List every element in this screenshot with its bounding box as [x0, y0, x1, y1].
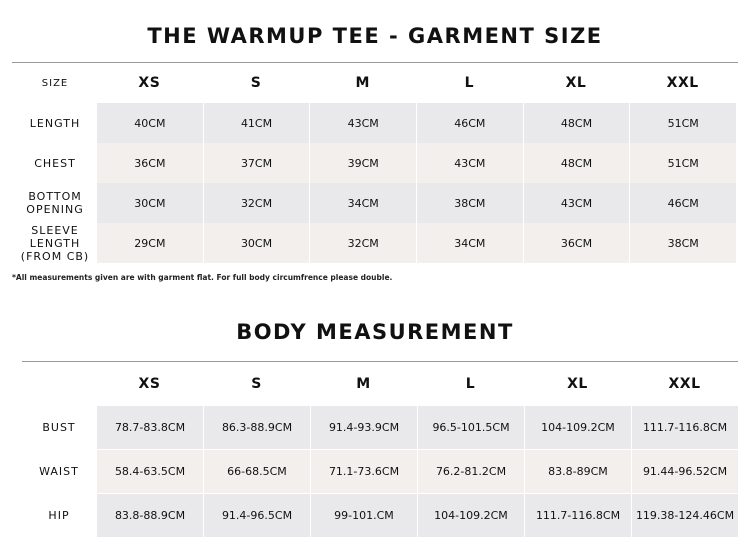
table-cell: 51CM — [629, 103, 736, 143]
table-cell: 76.2-81.2CM — [417, 449, 524, 493]
table-cell: 111.7-116.8CM — [524, 493, 631, 537]
table-cell: 99-101.CM — [310, 493, 417, 537]
body-header-row — [22, 363, 738, 405]
table-cell: 91.4-96.5CM — [203, 493, 310, 537]
table-cell: 39CM — [309, 143, 416, 183]
table-cell: 38CM — [416, 183, 523, 223]
table-row — [22, 493, 738, 537]
table-cell: 36CM — [523, 223, 630, 263]
body-size-header-m: M — [356, 376, 371, 392]
table-cell: 43CM — [309, 103, 416, 143]
table-cell: 38CM — [629, 223, 736, 263]
table-row — [22, 405, 738, 449]
garment-size-table — [14, 63, 736, 263]
garment-header-row — [14, 63, 736, 103]
table-cell: 41CM — [203, 103, 310, 143]
row-label-length: LENGTH — [14, 103, 96, 143]
table-cell: 43CM — [523, 183, 630, 223]
table-cell: 71.1-73.6CM — [310, 449, 417, 493]
body-size-header-xs: XS — [138, 376, 161, 392]
table-cell: 46CM — [629, 183, 736, 223]
table-cell: 48CM — [523, 143, 630, 183]
body-measurement-table — [22, 363, 738, 537]
body-size-header-s: S — [251, 376, 262, 392]
table-cell: 78.7-83.8CM — [96, 405, 203, 449]
body-size-header-xl: XL — [567, 376, 588, 392]
table-cell: 58.4-63.5CM — [96, 449, 203, 493]
body-measurement-title: BODY MEASUREMENT — [236, 320, 514, 344]
body-size-header-l: L — [465, 376, 476, 392]
table-cell: 36CM — [96, 143, 203, 183]
table-cell: 46CM — [416, 103, 523, 143]
measurement-footnote: *All measurements given are with garment flat. For full body circumfrence please double. — [12, 273, 393, 282]
garment-size-title: THE WARMUP TEE - GARMENT SIZE — [147, 24, 603, 48]
size-header-s: S — [250, 75, 262, 91]
table-cell: 32CM — [309, 223, 416, 263]
table-cell: 91.44-96.52CM — [631, 449, 738, 493]
table-cell: 119.38-124.46CM — [631, 493, 738, 537]
table-cell: 32CM — [203, 183, 310, 223]
table-row — [14, 143, 736, 183]
table-cell: 40CM — [96, 103, 203, 143]
size-header-xxl: XXL — [666, 75, 699, 91]
table-cell: 30CM — [96, 183, 203, 223]
table-row — [14, 103, 736, 143]
size-header-l: L — [464, 75, 475, 91]
row-label-sleeve-length: SLEEVE LENGTH (FROM CB) — [14, 223, 96, 263]
size-header-label: SIZE — [41, 77, 69, 89]
size-header-m: M — [355, 75, 370, 91]
table-cell: 83.8-88.9CM — [96, 493, 203, 537]
body-size-header-xxl: XXL — [668, 376, 701, 392]
row-label-hip: HIP — [22, 493, 96, 537]
row-label-bottom-opening: BOTTOM OPENING — [14, 183, 96, 223]
table-cell: 34CM — [309, 183, 416, 223]
table-cell: 48CM — [523, 103, 630, 143]
body-title-divider — [22, 361, 738, 362]
table-cell: 86.3-88.9CM — [203, 405, 310, 449]
table-cell: 29CM — [96, 223, 203, 263]
table-cell: 66-68.5CM — [203, 449, 310, 493]
table-cell: 91.4-93.9CM — [310, 405, 417, 449]
row-label-chest: CHEST — [14, 143, 96, 183]
table-cell: 111.7-116.8CM — [631, 405, 738, 449]
size-header-xl: XL — [565, 75, 587, 91]
table-row — [22, 449, 738, 493]
table-cell: 83.8-89CM — [524, 449, 631, 493]
table-row — [14, 223, 736, 263]
table-cell: 104-109.2CM — [524, 405, 631, 449]
table-cell: 43CM — [416, 143, 523, 183]
row-label-waist: WAIST — [22, 449, 96, 493]
table-cell: 104-109.2CM — [417, 493, 524, 537]
table-cell: 96.5-101.5CM — [417, 405, 524, 449]
size-header-xs: XS — [138, 75, 161, 91]
table-cell: 34CM — [416, 223, 523, 263]
table-row — [14, 183, 736, 223]
body-header-corner — [22, 363, 96, 405]
table-cell: 30CM — [203, 223, 310, 263]
table-cell: 37CM — [203, 143, 310, 183]
table-cell: 51CM — [629, 143, 736, 183]
row-label-bust: BUST — [22, 405, 96, 449]
